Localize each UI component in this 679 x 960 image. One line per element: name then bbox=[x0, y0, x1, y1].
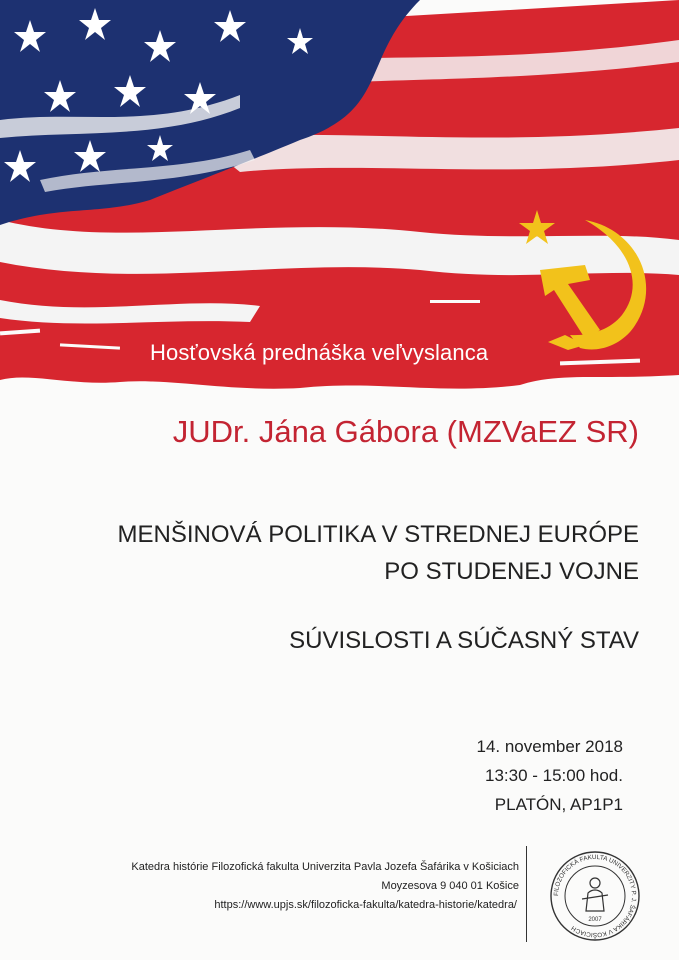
lecture-title-line-2: PO STUDENEJ VOJNE bbox=[384, 558, 639, 585]
event-date: 14. november 2018 bbox=[476, 737, 623, 756]
event-time: 13:30 - 15:00 hod. bbox=[484, 766, 623, 785]
department-name: Katedra histórie Filozofická fakulta Univerzita Pavla Jozefa Šafárika v Košiciach bbox=[131, 861, 519, 873]
event-place: PLATÓN, AP1P1 bbox=[494, 795, 623, 814]
department-url: https://www.upjs.sk/filozoficka-fakulta/katedra-historie/katedra/ bbox=[214, 899, 517, 911]
lecture-subtitle-line: SÚVISLOSTI A SÚČASNÝ STAV bbox=[289, 627, 639, 654]
lecture-title-line-1: MENŠINOVÁ POLITIKA V STREDNEJ EURÓPE bbox=[117, 521, 639, 548]
brushstroke-flag-graphic bbox=[0, 0, 679, 460]
seal-text: FILOZOFICKÁ FAKULTA UNIVERZITY P. J. ŠAFÁRIKA V KOŠICIACH bbox=[552, 853, 638, 939]
lecture-subtitle: Hosťovská prednáška veľvyslanca bbox=[150, 340, 489, 365]
seal-year: 2007 bbox=[588, 917, 602, 923]
department-address: Moyzesova 9 040 01 Košice bbox=[381, 880, 519, 892]
university-seal-icon bbox=[548, 849, 642, 943]
footer-divider bbox=[526, 846, 527, 942]
speaker-name: JUDr. Jána Gábora (MZVaEZ SR) bbox=[172, 414, 639, 449]
